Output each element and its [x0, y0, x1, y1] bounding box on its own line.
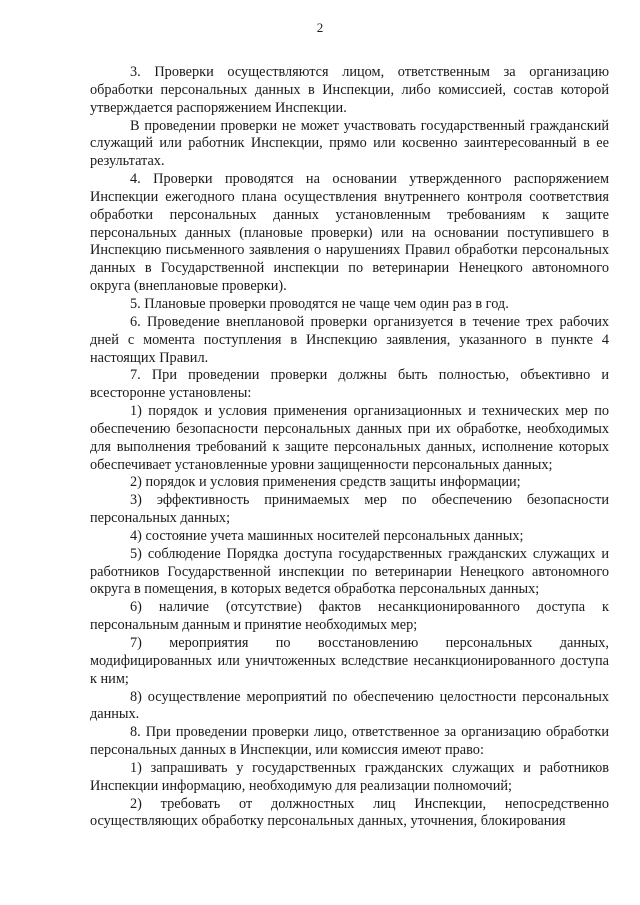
subitem-7-7: 7) мероприятия по восстановлению персональных данных, модифицированных или уничтоженных вследствие несанкционированного доступа к ним;	[90, 635, 609, 687]
subitem-7-1: 1) порядок и условия применения организационных и технических мер по обеспечению безопасности персональных данных при их обработке, необходимых для выполнения требований к защите персональных данных, исполнение которых обеспечивает установленные уровни защищенности персональных данных;	[90, 403, 609, 473]
subitem-7-8: 8) осуществление мероприятий по обеспечению целостности персональных данных.	[90, 688, 609, 723]
subitem-8-2: 2) требовать от должностных лиц Инспекции, непосредственно осуществляющих обработку персональных данных, уточнения, блокирования	[90, 795, 609, 830]
paragraph-item-7: 7. При проведении проверки должны быть полностью, объективно и всесторонне установлены:	[90, 367, 609, 402]
paragraph-item-5: 5. Плановые проверки проводятся не чаще чем один раз в год.	[130, 295, 509, 312]
subitem-7-6: 6) наличие (отсутствие) фактов несанкционированного доступа к персональным данным и принятие необходимых мер;	[90, 599, 609, 634]
subitem-8-1: 1) запрашивать у государственных гражданских служащих и работников Инспекции информацию, необходимую для реализации полномочий;	[90, 759, 609, 794]
subitem-7-3: 3) эффективность принимаемых мер по обеспечению безопасности персональных данных;	[90, 492, 609, 527]
subitem-7-2: 2) порядок и условия применения средств защиты информации;	[130, 474, 521, 491]
subitem-7-4: 4) состояние учета машинных носителей персональных данных;	[130, 527, 524, 544]
paragraph-item-8: 8. При проведении проверки лицо, ответственное за организацию обработки персональных данных в Инспекции, или комиссия имеют право:	[90, 724, 609, 759]
subitem-7-5: 5) соблюдение Порядка доступа государственных гражданских служащих и работников Государственной инспекции по ветеринарии Ненецкого автономного округа в помещения, в которых ведется обработка персональных данных;	[90, 545, 609, 598]
paragraph-item-3: 3. Проверки осуществляются лицом, ответственным за организацию обработки персональных данных в Инспекции, либо комиссией, состав которой утверждается распоряжением Инспекции.	[90, 64, 609, 116]
document-body	[90, 64, 609, 831]
paragraph-item-4: 4. Проверки проводятся на основании утвержденного распоряжением Инспекции ежегодного плана осуществления внутреннего контроля соответствия обработки персональных данных установленным требованиям к защите персональных данных (плановые проверки) или на основании поступившего в Инспекцию письменного заявления о нарушениях Правил обработки персональных данных в Государственной инспекции по ветеринарии Ненецкого автономного округа (внеплановые проверки).	[90, 171, 609, 295]
page-number: 2	[316, 20, 324, 35]
paragraph-item-6: 6. Проведение внеплановой проверки организуется в течение трех рабочих дней с момента поступления в Инспекцию заявления, указанного в пункте 4 настоящих Правил.	[90, 313, 609, 366]
paragraph-conflict-of-interest: В проведении проверки не может участвовать государственный гражданский служащий или работник Инспекции, прямо или косвенно заинтересованный в ее результатах.	[90, 117, 609, 170]
